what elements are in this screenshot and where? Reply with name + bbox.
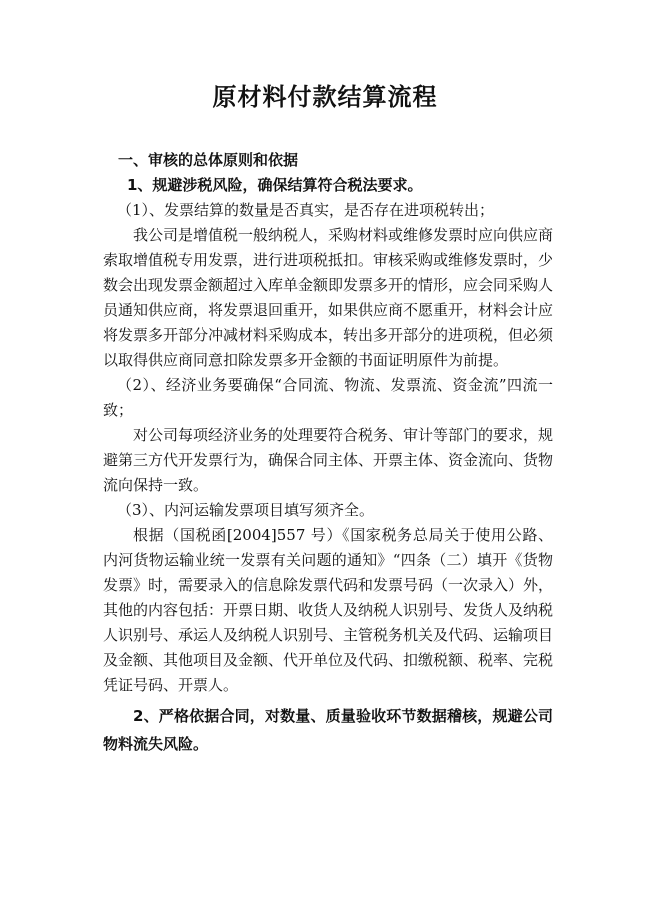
document-title: 原材料付款结算流程 <box>212 83 438 111</box>
list-item: （1）、发票结算的数量是否真实，是否存在进项税转出； <box>117 201 495 219</box>
paragraph: 根据（国税函[2004]557 号）《国家税务总局关于使用公路、内河货物运输业统一发票有关问题的通知》“四条（二）填开《货物发票》时，需要录入的信息除发票代码和发票号码（一次录入）外，其他的内容包括：开票日期、收货人及纳税人识别号、发货人及纳税人识别号、承运人及纳税人识别号、主管税务机关及代码、运输项目及金额、其他项目及金额、代开单位及代码、扣缴税额、税率、完税凭证号码、开票人。 <box>103 526 554 694</box>
list-item: （3）、内河运输发票项目填写须齐全。 <box>117 501 375 519</box>
subsection-heading: 1、规避涉税风险，确保结算符合税法要求。 <box>127 176 423 194</box>
paragraph: 对公司每项经济业务的处理要符合税务、审计等部门的要求，规避第三方代开发票行为，确保合同主体、开票主体、资金流向、货物流向保持一致。 <box>103 426 554 494</box>
list-item: （2）、经济业务要确保“合同流、物流、发票流、资金流”四流一致； <box>103 376 553 419</box>
section-heading: 一、审核的总体原则和依据 <box>118 151 299 169</box>
subsection-heading: 2、严格依据合同，对数量、质量验收环节数据稽核，规避公司物料流失风险。 <box>103 707 553 753</box>
document-body <box>103 144 553 758</box>
paragraph: 我公司是增值税一般纳税人，采购材料或维修发票时应向供应商索取增值税专用发票，进行进项税抵扣。审核采购或维修发票时，少数会出现发票金额超过入库单金额即发票多开的情形，应会同采购人员通知供应商，将发票退回重开，如果供应商不愿重开，材料会计应将发票多开部分冲减材料采购成本，转出多开部分的进项税，但必须以取得供应商同意扣除发票多开金额的书面证明原件为前提。 <box>103 226 554 369</box>
